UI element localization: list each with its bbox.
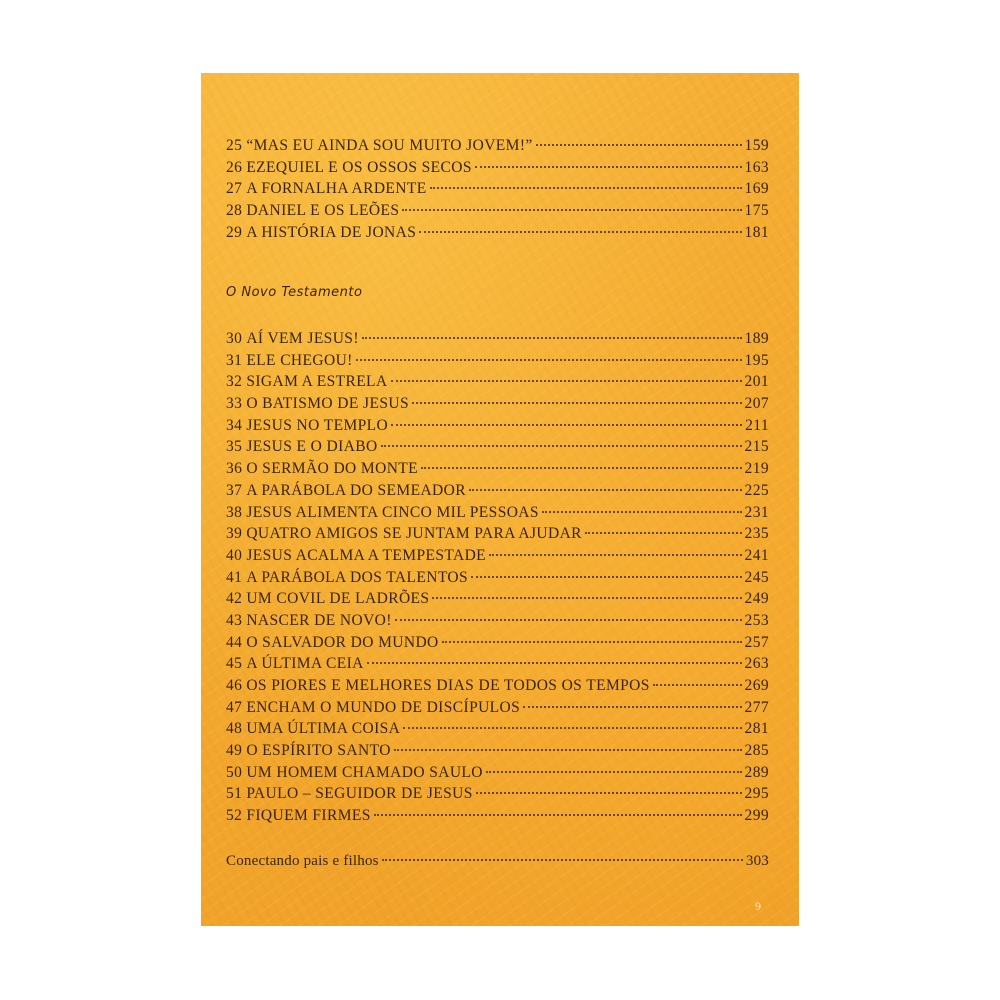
toc-entry[interactable] bbox=[226, 590, 769, 612]
dot-leader bbox=[391, 380, 742, 382]
toc-entry-page: 303 bbox=[745, 853, 769, 869]
toc-entry-title: PAULO – SEGUIDOR DE JESUS bbox=[246, 785, 473, 803]
toc-entry-page: 289 bbox=[744, 763, 769, 781]
toc-entry-title: O ESPÍRITO SANTO bbox=[246, 742, 391, 760]
toc-entry[interactable] bbox=[226, 655, 769, 677]
dot-leader bbox=[542, 511, 742, 513]
toc-entry-page: 253 bbox=[744, 611, 769, 629]
toc-entry[interactable] bbox=[226, 180, 769, 202]
toc-entry-title: UM COVIL DE LADRÕES bbox=[246, 590, 430, 608]
toc-entry-page: 263 bbox=[744, 655, 769, 673]
toc-entry[interactable] bbox=[226, 224, 769, 246]
toc-entry[interactable] bbox=[226, 159, 769, 181]
toc-entry-number: 47 bbox=[226, 698, 243, 716]
toc-entry-page: 295 bbox=[744, 785, 769, 803]
toc-entry-title: A FORNALHA ARDENTE bbox=[246, 180, 427, 198]
dot-leader bbox=[421, 467, 742, 469]
dot-leader bbox=[402, 209, 741, 211]
toc-entry-number: 31 bbox=[226, 351, 243, 369]
toc-entry-number: 38 bbox=[226, 503, 243, 521]
dot-leader bbox=[356, 359, 742, 361]
toc-entry-title: O SALVADOR DO MUNDO bbox=[246, 633, 439, 651]
toc-entry-title: ENCHAM O MUNDO DE DISCÍPULOS bbox=[246, 698, 521, 716]
dot-leader bbox=[367, 662, 742, 664]
toc-entry-page: 201 bbox=[744, 373, 769, 391]
toc-entry[interactable] bbox=[226, 764, 769, 786]
toc-entry-number: 48 bbox=[226, 720, 243, 738]
toc-entry[interactable] bbox=[226, 417, 769, 439]
toc-entry-number: 39 bbox=[226, 525, 243, 543]
toc-entry-title: DANIEL E OS LEÕES bbox=[246, 202, 400, 220]
toc-entry-title: A HISTÓRIA DE JONAS bbox=[246, 223, 417, 241]
toc-entry-number: 49 bbox=[226, 742, 243, 760]
new-testament-toc bbox=[226, 330, 769, 829]
toc-entry[interactable] bbox=[226, 460, 769, 482]
toc-entry-title: UM HOMEM CHAMADO SAULO bbox=[246, 763, 483, 781]
dot-leader bbox=[523, 706, 741, 708]
toc-entry[interactable] bbox=[226, 699, 769, 721]
toc-entry-title: EZEQUIEL E OS OSSOS SECOS bbox=[246, 158, 472, 176]
dot-leader bbox=[486, 771, 742, 773]
toc-entry[interactable] bbox=[226, 137, 769, 159]
toc-entry-number: 33 bbox=[226, 395, 243, 413]
dot-leader bbox=[469, 489, 742, 491]
toc-entry[interactable] bbox=[226, 525, 769, 547]
toc-entry-page: 163 bbox=[744, 158, 769, 176]
toc-entry-title: Conectando pais e filhos bbox=[226, 853, 379, 869]
toc-entry-number: 42 bbox=[226, 590, 243, 608]
dot-leader bbox=[585, 532, 742, 534]
toc-entry-title: NASCER DE NOVO! bbox=[246, 611, 392, 629]
toc-entry-title: UMA ÚLTIMA COISA bbox=[246, 720, 401, 738]
toc-entry-page: 159 bbox=[744, 137, 769, 154]
toc-entry[interactable] bbox=[226, 482, 769, 504]
toc-entry[interactable] bbox=[226, 395, 769, 417]
dot-leader bbox=[395, 619, 742, 621]
toc-entry-title: ELE CHEGOU! bbox=[246, 351, 353, 369]
toc-entry-number: 26 bbox=[226, 158, 243, 176]
toc-entry-number: 44 bbox=[226, 633, 243, 651]
toc-entry-title: OS PIORES E MELHORES DIAS DE TODOS OS TEMPOS bbox=[246, 677, 650, 694]
toc-entry-title: JESUS E O DIABO bbox=[246, 438, 378, 456]
toc-entry-number: 52 bbox=[226, 807, 243, 825]
dot-leader bbox=[394, 749, 742, 751]
toc-entry-page: 175 bbox=[744, 202, 769, 220]
dot-leader bbox=[419, 231, 741, 233]
toc-entry-title: A PARÁBOLA DOS TALENTOS bbox=[246, 568, 469, 586]
toc-entry-number: 30 bbox=[226, 330, 243, 347]
toc-entry-closing[interactable] bbox=[226, 853, 769, 875]
toc-entry-number: 37 bbox=[226, 481, 243, 499]
toc-entry-page: 181 bbox=[744, 223, 769, 241]
toc-entry[interactable] bbox=[226, 677, 769, 699]
toc-entry-page: 211 bbox=[745, 416, 769, 434]
toc-entry-number: 51 bbox=[226, 785, 243, 803]
toc-entry-page: 231 bbox=[744, 503, 769, 521]
toc-entry-page: 281 bbox=[744, 720, 769, 738]
toc-entry[interactable] bbox=[226, 547, 769, 569]
toc-entry-number: 41 bbox=[226, 568, 243, 586]
toc-entry-number: 25 bbox=[226, 137, 243, 154]
toc-entry-number: 32 bbox=[226, 373, 243, 391]
toc-entry-title: QUATRO AMIGOS SE JUNTAM PARA AJUDAR bbox=[246, 525, 582, 543]
dot-leader bbox=[430, 187, 742, 189]
toc-entry[interactable] bbox=[226, 202, 769, 224]
toc-entry-page: 207 bbox=[744, 395, 769, 413]
toc-entry[interactable] bbox=[226, 504, 769, 526]
toc-entry-page: 299 bbox=[744, 807, 769, 825]
toc-entry[interactable] bbox=[226, 569, 769, 591]
dot-leader bbox=[391, 424, 742, 426]
toc-entry-page: 195 bbox=[744, 351, 769, 369]
toc-entry[interactable] bbox=[226, 438, 769, 460]
new-testament-heading: O Novo Testamento bbox=[226, 285, 363, 300]
toc-entry-page: 225 bbox=[744, 481, 769, 499]
toc-entry-title: O BATISMO DE JESUS bbox=[246, 395, 409, 413]
dot-leader bbox=[489, 554, 742, 556]
dot-leader bbox=[432, 597, 741, 599]
closing-toc bbox=[226, 853, 769, 875]
toc-entry-number: 50 bbox=[226, 763, 243, 781]
toc-entry-title: A ÚLTIMA CEIA bbox=[246, 655, 364, 673]
toc-entry-number: 29 bbox=[226, 223, 243, 241]
toc-entry[interactable] bbox=[226, 352, 769, 374]
dot-leader bbox=[362, 337, 742, 339]
toc-entry[interactable] bbox=[226, 634, 769, 656]
dot-leader bbox=[412, 402, 742, 404]
toc-entry[interactable] bbox=[226, 373, 769, 395]
old-testament-toc bbox=[226, 137, 769, 245]
toc-entry-page: 215 bbox=[744, 438, 769, 456]
toc-entry[interactable] bbox=[226, 612, 769, 634]
toc-entry-page: 269 bbox=[744, 677, 769, 694]
toc-entry-number: 46 bbox=[226, 677, 243, 694]
toc-entry-number: 45 bbox=[226, 655, 243, 673]
book-page bbox=[201, 73, 799, 926]
dot-leader bbox=[653, 684, 742, 686]
toc-entry[interactable] bbox=[226, 742, 769, 764]
toc-entry-number: 43 bbox=[226, 611, 243, 629]
toc-entry-title: JESUS NO TEMPLO bbox=[246, 416, 389, 434]
dot-leader bbox=[381, 445, 742, 447]
dot-leader bbox=[476, 792, 742, 794]
dot-leader bbox=[442, 641, 742, 643]
toc-entry-title: SIGAM A ESTRELA bbox=[246, 373, 388, 391]
toc-entry-page: 189 bbox=[744, 330, 769, 347]
dot-leader bbox=[374, 814, 742, 816]
toc-entry-title: JESUS ACALMA A TEMPESTADE bbox=[246, 546, 487, 564]
toc-entry-title: A PARÁBOLA DO SEMEADOR bbox=[246, 481, 466, 499]
toc-entry-page: 277 bbox=[744, 698, 769, 716]
toc-entry-page: 241 bbox=[744, 546, 769, 564]
toc-entry-page: 285 bbox=[744, 742, 769, 760]
page-number: 9 bbox=[755, 899, 761, 913]
toc-entry-page: 249 bbox=[744, 590, 769, 608]
toc-entry-number: 35 bbox=[226, 438, 243, 456]
toc-entry-number: 34 bbox=[226, 416, 243, 434]
toc-entry-number: 36 bbox=[226, 460, 243, 478]
toc-entry-title: JESUS ALIMENTA CINCO MIL PESSOAS bbox=[246, 503, 539, 521]
toc-entry[interactable] bbox=[226, 720, 769, 742]
toc-entry-page: 169 bbox=[744, 180, 769, 198]
toc-entry-page: 235 bbox=[744, 525, 769, 543]
toc-entry[interactable] bbox=[226, 807, 769, 829]
dot-leader bbox=[403, 727, 741, 729]
dot-leader bbox=[536, 144, 742, 146]
toc-entry-page: 257 bbox=[744, 633, 769, 651]
toc-entry-number: 40 bbox=[226, 546, 243, 564]
toc-entry-title: “MAS EU AINDA SOU MUITO JOVEM!” bbox=[246, 137, 533, 154]
dot-leader bbox=[471, 576, 742, 578]
dot-leader bbox=[475, 166, 742, 168]
toc-entry-number: 28 bbox=[226, 202, 243, 220]
toc-entry-number: 27 bbox=[226, 180, 243, 198]
toc-entry-page: 245 bbox=[744, 568, 769, 586]
toc-entry-title: FIQUEM FIRMES bbox=[246, 807, 371, 825]
toc-entry-page: 219 bbox=[744, 460, 769, 478]
toc-entry[interactable] bbox=[226, 330, 769, 352]
toc-entry[interactable] bbox=[226, 785, 769, 807]
toc-entry-title: AÍ VEM JESUS! bbox=[246, 330, 359, 347]
dot-leader bbox=[382, 859, 743, 861]
toc-entry-title: O SERMÃO DO MONTE bbox=[246, 460, 419, 478]
